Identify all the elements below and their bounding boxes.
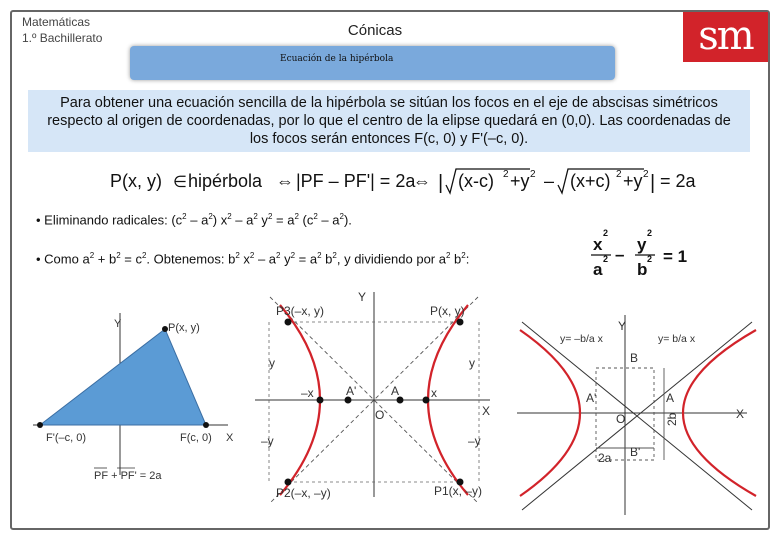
exp-4: 2 — [643, 169, 649, 180]
x-axis-label: X — [482, 404, 491, 418]
a-label: A — [666, 391, 675, 405]
x-axis-label: X — [736, 407, 745, 421]
focal-sum-caption: PF + PF' = 2a — [94, 470, 162, 482]
a-label: A — [391, 384, 400, 398]
asymptote-neg-label: y= –b/a x — [560, 333, 603, 345]
y-axis-label: Y — [114, 318, 122, 330]
formula-rhs: = 2a — [660, 171, 696, 191]
eq-y-exp: 2 — [647, 228, 653, 238]
neg-y-left-label: –y — [261, 434, 274, 448]
p1-label: P1(x, –y) — [434, 484, 483, 498]
a-prime-label: A' — [346, 384, 357, 398]
bullet-eliminating-radicals: • Eliminando radicales: $(c^2 - a^2)$ $x^2 - a^2$ $y^2 = a^2$ $(c^2 - a^2)$. — [36, 212, 352, 228]
neg-y-right-label: –y — [468, 434, 481, 448]
radicand-1b: +y — [510, 171, 530, 191]
two-a-label: 2a — [598, 451, 612, 465]
abs-bar-left: | — [438, 172, 444, 194]
point-p-label: P(x, y) — [168, 322, 200, 334]
formula-membership: hipérbola — [188, 171, 263, 191]
section-subtitle: Ecuación de la hipérbola — [280, 54, 394, 64]
two-b-label: 2b — [665, 412, 679, 426]
asymptote-pos-label: y= b/a x — [658, 333, 696, 345]
minus-sign: – — [544, 171, 555, 191]
canonical-equation — [585, 220, 705, 282]
b-label: B — [630, 351, 639, 365]
element-of-symbol: ∈ — [173, 174, 187, 191]
p2-label: P2(–x, –y) — [276, 486, 331, 500]
eq-x: x — [593, 235, 603, 254]
exp-1: 2 — [503, 169, 509, 180]
eq-a-exp: 2 — [603, 254, 609, 264]
focus-right-label: F(c, 0) — [180, 432, 212, 444]
origin-label: O — [616, 412, 626, 426]
point-p2 — [285, 479, 292, 486]
formula-abs-diff: |PF – PF'| = 2a — [296, 171, 416, 191]
course-level: 1.º Bachillerato — [22, 31, 103, 45]
neg-x-label: –x — [301, 386, 314, 400]
p-label: P(x, y) — [430, 304, 465, 318]
eq-b: b — [637, 260, 648, 279]
exp-2: 2 — [530, 169, 536, 180]
abs-bar-right: | — [650, 172, 656, 194]
iff-symbol: ⇔ — [276, 171, 294, 191]
exp-3: 2 — [616, 169, 622, 180]
focal-triangle-figure — [28, 305, 238, 490]
y-left-label: y — [269, 356, 275, 370]
b-prime-label: B' — [630, 445, 641, 459]
y-axis-label: Y — [618, 319, 627, 333]
eq-minus: – — [615, 245, 625, 264]
x-label: x — [431, 386, 437, 400]
course-title — [22, 14, 102, 46]
point-minus-x — [317, 397, 324, 404]
p3-label: P3(–x, y) — [276, 304, 325, 318]
radicand-2: (x+c) — [570, 171, 611, 191]
radicand-2b: +y — [623, 171, 643, 191]
page-title: Cónicas — [347, 22, 403, 39]
symmetry-figure — [250, 287, 500, 502]
radicand-1: (x-c) — [458, 171, 494, 191]
eq-b-exp: 2 — [647, 254, 653, 264]
hyperbola-definition-formula — [110, 163, 730, 203]
sm-logo: sm — [683, 12, 768, 62]
bullet-dividing: • Como $a^2 + b^2 = c^2$. Obtenemos: $b^2$ $x^2 - a^2$ $y^2 = a^2$ $b^2$, y dividiendo por $a^2$ $b^2$: — [36, 251, 470, 267]
x-axis-label: X — [226, 432, 234, 444]
focal-triangle — [40, 329, 206, 425]
iff-symbol-2: ⇔ — [413, 171, 431, 191]
eq-result: = 1 — [663, 247, 688, 266]
y-axis-label: Y — [358, 290, 367, 304]
eq-x-exp: 2 — [603, 228, 609, 238]
point-p — [457, 319, 464, 326]
y-right-label: y — [469, 356, 475, 370]
intro-text: Para obtener una ecuación sencilla de la hipérbola se sitúan los focos en el eje de abscisas simétricos respecto al origen de coordenadas, por lo que el centro de la elipse quedará en (0,0). Las coordenadas de los focos serán entonces F(c, 0) y F'(–c, 0). — [47, 95, 731, 147]
asymptotes-figure — [512, 310, 764, 520]
focus-right-dot — [203, 422, 209, 428]
formula-point: P(x, y) — [110, 171, 162, 191]
eq-a: a — [593, 260, 603, 279]
focus-left-label: F'(–c, 0) — [46, 432, 86, 444]
eq-y: y — [637, 235, 647, 254]
course-subject: Matemáticas — [22, 15, 91, 29]
point-p3 — [285, 319, 292, 326]
origin-label: O — [375, 408, 385, 422]
focus-left-dot — [37, 422, 43, 428]
point-x — [423, 397, 430, 404]
a-prime-label: A' — [586, 391, 597, 405]
